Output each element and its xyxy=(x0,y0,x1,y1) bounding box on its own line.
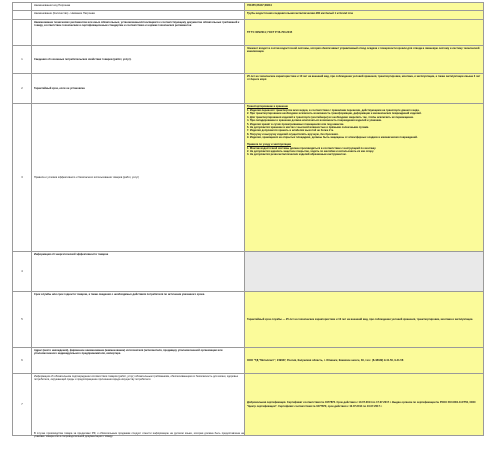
rules-item: 8. Погрузку и выгрузку изделий осуществлять вручную, без бросания. xyxy=(247,132,339,136)
row-value: ООО "ТД "Металлист", 249037, Россия, Калужская область, г. Обнинск, Киевское шоссе, 3б, тел.: (8-48439) 9-41-50, 9-41-58 xyxy=(245,348,484,374)
table-row xyxy=(13,3,484,11)
row-value: 764455;26447;33644 xyxy=(245,3,484,11)
rules-item: 2. При транспортировании необходимо исключить возможность трансформации, деформации и механических повреждений изделий. xyxy=(247,112,422,116)
row-number: 3 xyxy=(13,104,32,252)
row-number xyxy=(13,20,32,46)
table-row xyxy=(13,374,484,436)
rules-item: 5. Изделия хранят в сухих проветриваемых помещениях или под навесом. xyxy=(247,122,345,126)
row-value: 25 лет на технические характеристики и 10 лет на внешний вид, при соблюдении условий хранения, транспортировки, монтажа, и эксплуатации, а также эксплуатации свыше 3 лет от берега моря xyxy=(245,74,484,104)
table-row xyxy=(13,20,484,46)
row-value: Элемент входит в состав водосточной системы, которая обеспечивает управляемый отвод осадков с поверхности кровли для отвода в ливневую систему и систему технической канализации. xyxy=(245,46,484,74)
care-item: 2. Не допускается царапать защитное покрытие, ходить по желобам и использовать их как опору. xyxy=(247,150,374,154)
table-row xyxy=(13,74,484,104)
care-title: Правила по уходу и эксплуатации xyxy=(247,142,291,146)
table-row xyxy=(13,46,484,74)
table-row xyxy=(13,292,484,348)
row-label: Срок службы или срок годности товаров, а также сведения о необходимых действиях потребителя по истечении указанного срока xyxy=(32,292,245,348)
row-label: Адрес (место нахождения), фирменное наименование (наименование) изготовителя (исполнителя, продавца), уполномоченной организации или уполномоченного индивидуального предпринимателя, импортера xyxy=(32,348,245,374)
row-number xyxy=(13,11,32,20)
product-info-sheet xyxy=(12,2,484,436)
care-item: 1. Монтаж водосточной системы должен производиться в соответствии с инструкцией по монтажу. xyxy=(247,146,377,150)
row-number: 5 xyxy=(13,292,32,348)
row-label: Информация об энергетической эффективности товаров xyxy=(32,252,245,292)
row-number: 4 xyxy=(13,252,32,292)
row-label: Правила и условия эффективного и безопасного использования товаров (работ, услуг) xyxy=(32,104,245,252)
rules-cell xyxy=(245,104,484,252)
row-label: Наименование технических регламентов или иных обязательных, установленных/относящихся к соответствующему документов обязательных требований к товару, соответствие техническим и сертификационным стандартам и соответствию и нормам технических регламентов xyxy=(32,20,245,46)
row-label: Информация об обязательном подтверждении соответствия товаров (работ, услуг) обязательным требованиям, обеспечивающим их безопасность для жизни, здоровья потребителя, окружающей среды и предотвращение причинения вреда имуществу потребителя xyxy=(32,374,245,436)
table-row xyxy=(13,104,484,252)
rules-item: 9. Изделия, хранящиеся на открытых площадках, должны быть защищены от атмосферных осадков и механических повреждений. xyxy=(247,136,418,140)
table-row xyxy=(13,252,484,292)
info-table xyxy=(12,2,484,436)
footer-note: В случае производства товара за пределами РФ, к обязательным продажам следует отнести информацию на русском языке, которая должна быть предоставлена на упаковке товара или в сопроводительной документации к товару. xyxy=(34,432,244,439)
care-item: 3. Не допускается резка металлических изделий абразивным инструментом. xyxy=(247,153,347,157)
row-number: 6 xyxy=(13,348,32,374)
row-value xyxy=(245,252,484,292)
rules-item: 7. Изделия допускается хранить в штабелях высотой не более 2 м. xyxy=(247,129,334,133)
rules-item: 1. Изделия перевозят транспортом всех видов, в соответствии с правилами перевозки, действующими на транспорте данного вида. xyxy=(247,109,420,112)
row-label: Гарантийный срок, если он установлен xyxy=(32,74,245,104)
row-label: Наименование (Количество) - Название Патронаж xyxy=(32,11,245,20)
rules-item: 6. Не допускается хранение в местах с высокой влажностью и прямыми солнечными лучами. xyxy=(247,126,370,130)
row-value: ТР ТС 005/2011; ГОСТ Р 56-700-2015 xyxy=(245,20,484,46)
table-row xyxy=(13,348,484,374)
row-number: 7 xyxy=(13,374,32,436)
row-number: 2 xyxy=(13,74,32,104)
table-row xyxy=(13,11,484,20)
row-value: Добровольная сертификация. Сертификат соответствия № 0477876. Срок действия с 10.07.2014 по 17.07.2017 г. Выдан органом по сертификации № РОСС RU.0001.11СТ50, ООО "Центр сертификации". Сертификат соответствия № 0477870, срок действия с 10.07.2014 по 10.07.2017 г. xyxy=(245,374,484,436)
row-value: Трубы водосточная соединительная металлическая d80 мм белый 1 м Grand Line xyxy=(245,11,484,20)
rules-title: Транспортирование и хранение xyxy=(247,105,288,108)
row-value: Гарантийный срок службы — 25 лет на технические характеристики и 10 лет на внешний вид, при соблюдении условий хранения, транспортировки, монтажа и эксплуатации. xyxy=(245,292,484,348)
rules-item: 4. При складировании и хранении должна исключаться возможность повреждения изделий и упаковки. xyxy=(247,119,382,123)
row-label: Наименование/ код Патронаж xyxy=(32,3,245,11)
rules-item: 3. Для транспортирования изделий в транспорте (контейнере) их необходимо закрепить так, чтобы исключить их перемещение. xyxy=(247,115,414,119)
row-number: 1 xyxy=(13,46,32,74)
row-label: Сведения об основных потребительских свойствах товаров (работ, услуг). xyxy=(32,46,245,74)
row-number xyxy=(13,3,32,11)
